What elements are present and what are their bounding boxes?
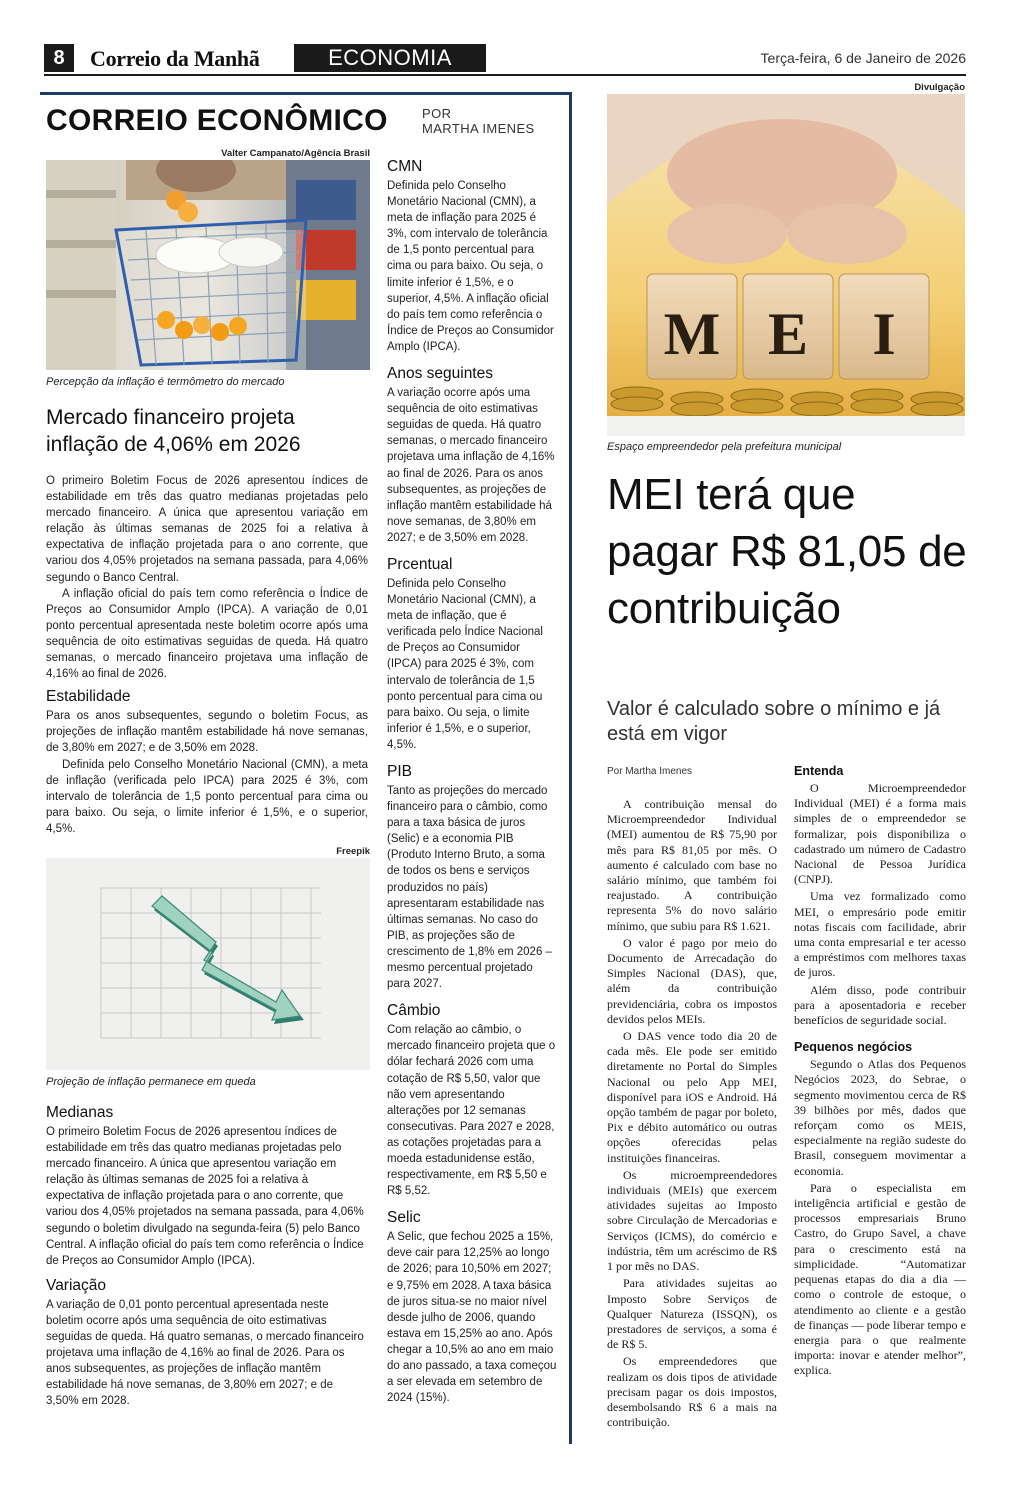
falling-arrow-image [46,858,370,1070]
subhead-entenda: Entenda [794,764,844,778]
story-column-2 [794,764,966,1381]
entenda-paragraph: O Microempreendedor Individual (MEI) é a forma mais simples de o empreendedor se formalizar, pois disponibiliza o cadastrado um número de Cadastro Nacional de Pessoa Jurídica (CNPJ). [794,781,966,887]
cube-letter: M [663,301,721,367]
subhead-anos-seguintes: Anos seguintes [387,365,493,383]
column-intro [46,473,368,837]
newspaper-name: Correio da Manhã [90,46,260,71]
subhead-selic: Selic [387,1209,421,1227]
mei-photo [607,94,965,436]
story-paragraph: Os microempreendedores individuais (MEIs) que exercem atividades sujeitas ao Imposto sobre Circulação de Mercadorias e Serviços (ICMS), do comércio e indústria, têm um acréscimo de R$ 1 por mês no DAS. [607,1167,777,1274]
shopping-cart-image [46,160,370,370]
column-lower [46,1098,368,1410]
story-paragraph: O DAS vence todo dia 20 de cada mês. Ele pode ser emitido diretamente no Portal do Simples Nacional ou pelo App MEI, disponível para iOS e Android. Há opção também de pagar por boleto, Pix e débito automático ou outras opções oferecidas pelas instituições financeiras. [607,1029,777,1165]
page-number: 8 [44,44,74,72]
entenda-paragraph: Uma vez formalizado como MEI, o empresário pode emitir notas fiscais com facilidade, abrir uma conta empresarial e ter acesso a empréstimos com melhores taxas de juros. [794,889,966,980]
subhead-prcentual: Prcentual [387,555,453,573]
column-headline: Mercado financeiro projeta inflação de 4,06% em 2026 [46,406,301,456]
masthead [44,44,966,74]
story-paragraph: Os empreendedores que realizam os dois tipos de atividade precisam pagar os dois impostos, desembolsando R$ 6 a mais na contribuição. [607,1354,777,1430]
column-side-rule [569,92,572,1444]
subhead-cambio: Câmbio [387,1002,441,1020]
section-label: ECONOMIA [294,44,486,72]
story-paragraph: A contribuição mensal do Microempreendedor Individual (MEI) aumentou de R$ 75,90 por mês para R$ 81,05 por mês. O aumento é calculado com base no salário mínimo, que também foi reajustado. A contribuição representa 5% do novo salário mínimo, que subiu para R$ 1.621. [607,797,777,933]
subhead-medianas: Medianas [46,1104,114,1121]
subhead-variacao: Variação [46,1276,107,1294]
falling-arrow-illustration [46,858,370,1070]
estabilidade-paragraph: Definida pelo Conselho Monetário Nacional (CMN), a meta de inflação (verificada pelo IPCA) para 2025 é 3%, com intervalo de tolerância de 1,5 ponto percentual para cima ou para baixo. Ou seja, o limite inferior é 1,5%, e o superior, 4,5%. [46,758,368,835]
story-byline: Por Martha Imenes [607,766,693,777]
variacao-paragraph: A variação de 0,01 ponto percentual apresentada neste boletim ocorre após uma sequência de oito estimativas seguidas de queda. Há quatro semanas, o mercado financeiro projetava uma inflação de 4,16% ao final de 2026. Para os anos subsequentes, as projeções de inflação mantêm estabilidade há nove semanas, de 3,80% em 2027; e de 3,50% em 2028. [46,1298,364,1408]
pib-paragraph: Tanto as projeções do mercado financeiro para o câmbio, como para a taxa básica de juros (Selic) e a economia PIB (Produto Interno Bruto, a soma de todos os bens e serviços produzidos no país) apresentaram estabilidade nas últimas semanas. No caso do PIB, as projeções são de crescimento de 1,8% em 2026 – mesmo percentual projetado para 2027. [387,785,552,991]
column-byline-by: POR [422,106,452,121]
cmn-paragraph: Definida pelo Conselho Monetário Nacional (CMN), a meta de inflação para 2025 é 3%, com intervalo de tolerância de 1,5 ponto percentual para cima ou para baixo. Ou seja, o limite inferior é 1,5%, e o superior, 4,5%. A inflação oficial do país tem como referência o Índice de Preços ao Consumidor Amplo (IPCA). [387,180,554,353]
mei-cubes-image [607,94,965,436]
subhead-estabilidade: Estabilidade [46,688,131,706]
selic-paragraph: A Selic, que fechou 2025 a 15%, deve cair para 12,25% ao longo de 2026; para 10,50% em 2027; e 9,75% em 2028. A taxa básica de juros situa-se no maior nível desde julho de 2006, quando estava em 15,25% ao ano. Após chegar a 10,5% ao ano em maio do ano passado, a taxa começou a ser elevada em setembro de 2024 (15%). [387,1231,557,1405]
pequenos-paragraph: Segundo o Atlas dos Pequenos Negócios 2023, do Sebrae, o segmento movimentou cerca de R$ 39 bilhões por mês, dados que reforçam como os MEIS, especialmente na região sudeste do Brasil, conseguem movimentar a economia. [794,1057,966,1178]
entenda-paragraph: Além disso, pode contribuir para a aposentadoria e receber benefícios de seguridade social. [794,982,966,1028]
story-headline: MEI terá que pagar R$ 81,05 de contribuição [607,470,967,633]
cube-letter: I [872,301,896,367]
story-column-1 [607,797,777,1432]
medianas-paragraph: O primeiro Boletim Focus de 2026 apresentou índices de estabilidade em três das quatro medianas projetadas pelo mercado financeiro. A única que apresentou variação em relação às últimas semanas de 2025 foi a relativa à expectativa de inflação projetada para o ano corrente, que variou dos 4,05% projetados na semana passada, para 4,06% segundo o boletim divulgado na segunda-feira (5) pelo Banco Central. A inflação oficial do país tem como referência o Índice de Preços ao Consumidor Amplo (IPCA). [46,1126,364,1267]
story-photo-credit: Divulgação [914,82,965,93]
photo-caption: Percepção da inflação é termômetro do mercado [46,376,285,388]
issue-date: Terça-feira, 6 de Janeiro de 2026 [760,50,966,66]
masthead-rule [44,74,966,76]
chart-caption: Projeção de inflação permanece em queda [46,1076,256,1088]
column-title: CORREIO ECONÔMICO [46,104,388,137]
estabilidade-paragraph: Para os anos subsequentes, segundo o boletim Focus, as projeções de inflação mantêm estabilidade há nove semanas, de 3,80% em 2027; e de 3,50% em 2028. [46,710,368,755]
story-deck: Valor é calculado sobre o mínimo e já está em vigor [607,698,941,745]
intro-paragraph: A inflação oficial do país tem como referência o Índice de Preços ao Consumidor Amplo (IPCA). A variação de 0,01 ponto percentual apresentada neste boletim ocorre após uma sequência de oito estimativas seguidas de queda. Há quatro semanas, o mercado financeiro projetava uma inflação de 4,16% ao final de 2026. [46,587,368,681]
column-byline-author: MARTHA IMENES [422,121,535,136]
subhead-cmn: CMN [387,158,423,175]
subhead-pib: PIB [387,763,412,780]
story-paragraph: Para atividades sujeitas ao Imposto Sobre Serviços de Qualquer Natureza (ISSQN), os prestadores de serviços, a soma é de R$ 5. [607,1276,777,1352]
pequenos-paragraph: Para o especialista em inteligência artificial e gestão de processos empresariais Bruno Castro, do Grupo Savel, a chave para o crescimento está na simplicidade. “Automatizar pequenas etapas do dia a dia — como o controle de estoque, o atendimento ao cliente e a gestão de finanças — pode liberar tempo e energia para o que realmente importa: inovar e atender melhor”, explica. [794,1180,966,1378]
column-top-rule [40,92,572,95]
chart-credit: Freepik [336,846,370,857]
story-photo-caption: Espaço empreendedor pela prefeitura municipal [607,441,842,453]
prcentual-paragraph: Definida pelo Conselho Monetário Nacional (CMN), a meta de inflação, que é verificada pelo Índice Nacional de Preços ao Consumidor (IPCA) para 2025 é 3%, com intervalo de tolerância de 1,5 ponto percentual para cima ou para baixo. Ou seja, o limite inferior é 1,5%, e o superior, 4,5%. [387,577,543,751]
story-paragraph: O valor é pago por meio do Documento de Arrecadação do Simples Nacional (DAS), que, além da contribuição previdenciária, cobra os impostos devidos pelos MEIs. [607,935,777,1026]
photo-credit: Valter Campanato/Agência Brasil [221,148,370,159]
anos-paragraph: A variação ocorre após uma sequência de oito estimativas seguidas de queda. Há quatro semanas, o mercado financeiro projetava uma inflação de 4,16% ao final de 2026. Para os anos subsequentes, as projeções de inflação mantêm estabilidade há nove semanas, de 3,80% em 2027; e de 3,50% em 2028. [387,387,555,544]
cambio-paragraph: Com relação ao câmbio, o mercado financeiro projeta que o dólar fechará 2026 com uma cotação de R$ 5,50, valor que não vem apresentando alterações por 12 semanas consecutivas. Para 2027 e 2028, as cotações projetadas para a moeda estadunidense estão, respectivamente, em R$ 5,50 e R$ 5,52. [387,1024,556,1198]
column-sidebar [387,158,557,1406]
intro-paragraph: O primeiro Boletim Focus de 2026 apresentou índices de estabilidade em três das quatro medianas projetadas pelo mercado financeiro. A única que apresentou variação em relação às últimas semanas de 2025 foi a relativa à expectativa de inflação projetada para o ano corrente, que variou dos 4,05% projetados na semana passada, para 4,06% segundo o Banco Central. [46,475,368,584]
supermarket-photo [46,160,370,370]
column-byline [422,106,535,136]
subhead-pequenos-negocios: Pequenos negócios [794,1040,913,1055]
cube-letter: E [767,301,809,367]
